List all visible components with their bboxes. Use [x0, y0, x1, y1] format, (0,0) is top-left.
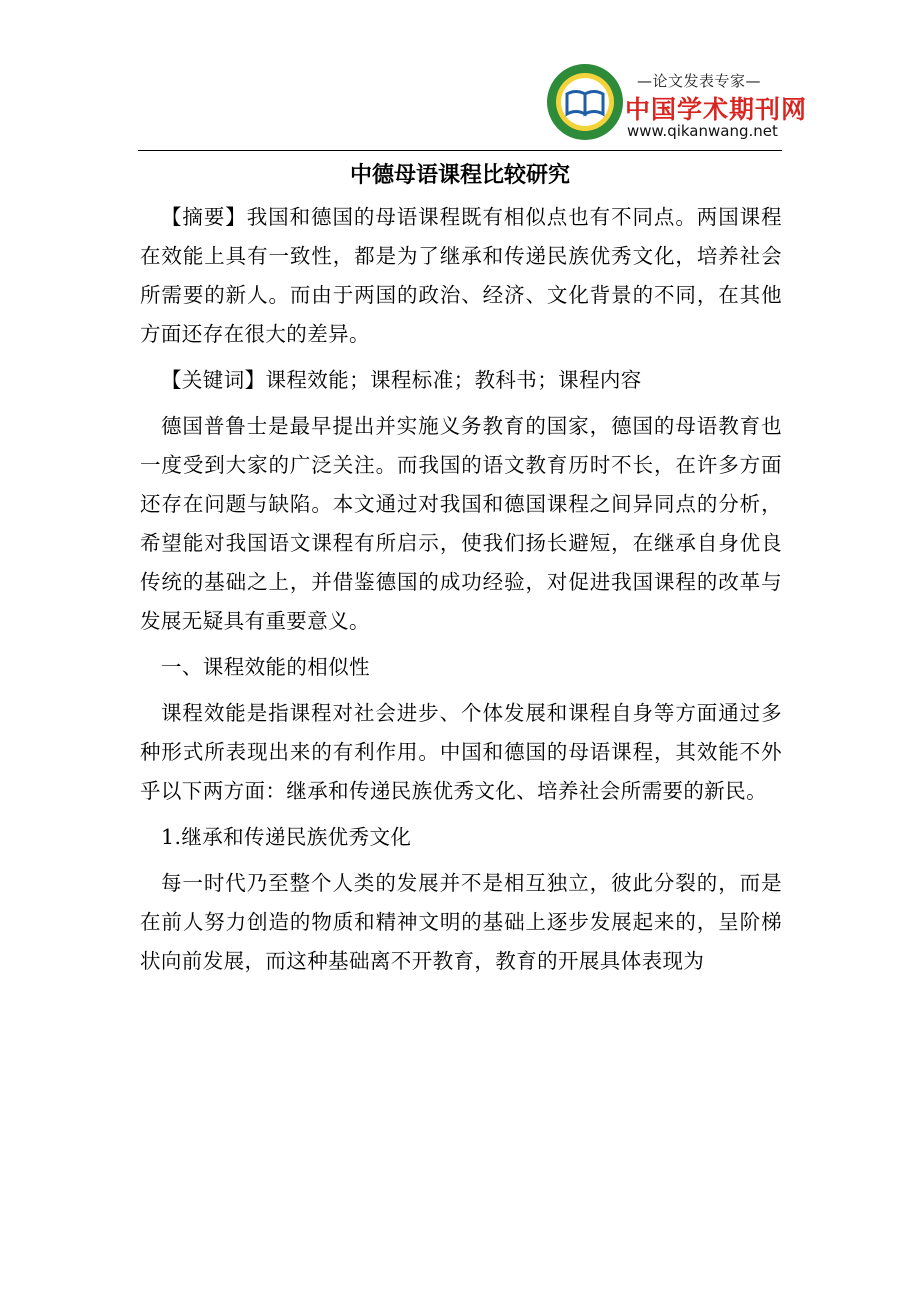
keywords-paragraph: 【关键词】课程效能；课程标准；教科书；课程内容 — [161, 368, 642, 392]
section-heading: 一、课程效能的相似性 — [161, 655, 370, 679]
book-seal-icon — [545, 62, 625, 142]
brand-tagline: —论文发表专家— — [637, 72, 762, 90]
subsection-paragraph: 每一时代乃至整个人类的发展并不是相互独立，彼此分裂的，而是在前人努力创造的物质和精神文明的基础上逐步发展起来的，呈阶梯状向前发展，而这种基础离不开教育，教育的开展具体表现为 — [140, 871, 782, 973]
document-body — [140, 198, 782, 981]
header-divider — [138, 150, 782, 151]
section-paragraph: 课程效能是指课程对社会进步、个体发展和课程自身等方面通过多种形式所表现出来的有利作用。中国和德国的母语课程，其效能不外乎以下两方面：继承和传递民族优秀文化、培养社会所需要的新民。 — [140, 701, 782, 803]
document-title: 中德母语课程比较研究 — [349, 162, 570, 188]
subsection-heading: 1.继承和传递民族优秀文化 — [161, 825, 412, 849]
intro-paragraph: 德国普鲁士是最早提出并实施义务教育的国家，德国的母语教育也一度受到大家的广泛关注。而我国的语文教育历时不长，在许多方面还存在问题与缺陷。本文通过对我国和德国课程之间异同点的分析，希望能对我国语文课程有所启示，使我们扬长避短，在继承自身优良传统的基础之上，并借鉴德国的成功经验，对促进我国课程的改革与发展无疑具有重要意义。 — [140, 414, 782, 633]
page-header — [0, 0, 920, 152]
brand-name: 中国学术期刊网 — [625, 95, 808, 124]
abstract-paragraph: 【摘要】我国和德国的母语课程既有相似点也有不同点。两国课程在效能上具有一致性，都是为了继承和传递民族优秀文化，培养社会所需要的新人。而由于两国的政治、经济、文化背景的不同，在其他方面还存在很大的差异。 — [140, 205, 782, 346]
site-logo[interactable] — [545, 62, 808, 150]
brand-url[interactable]: www.qikanwang.net — [627, 122, 778, 140]
